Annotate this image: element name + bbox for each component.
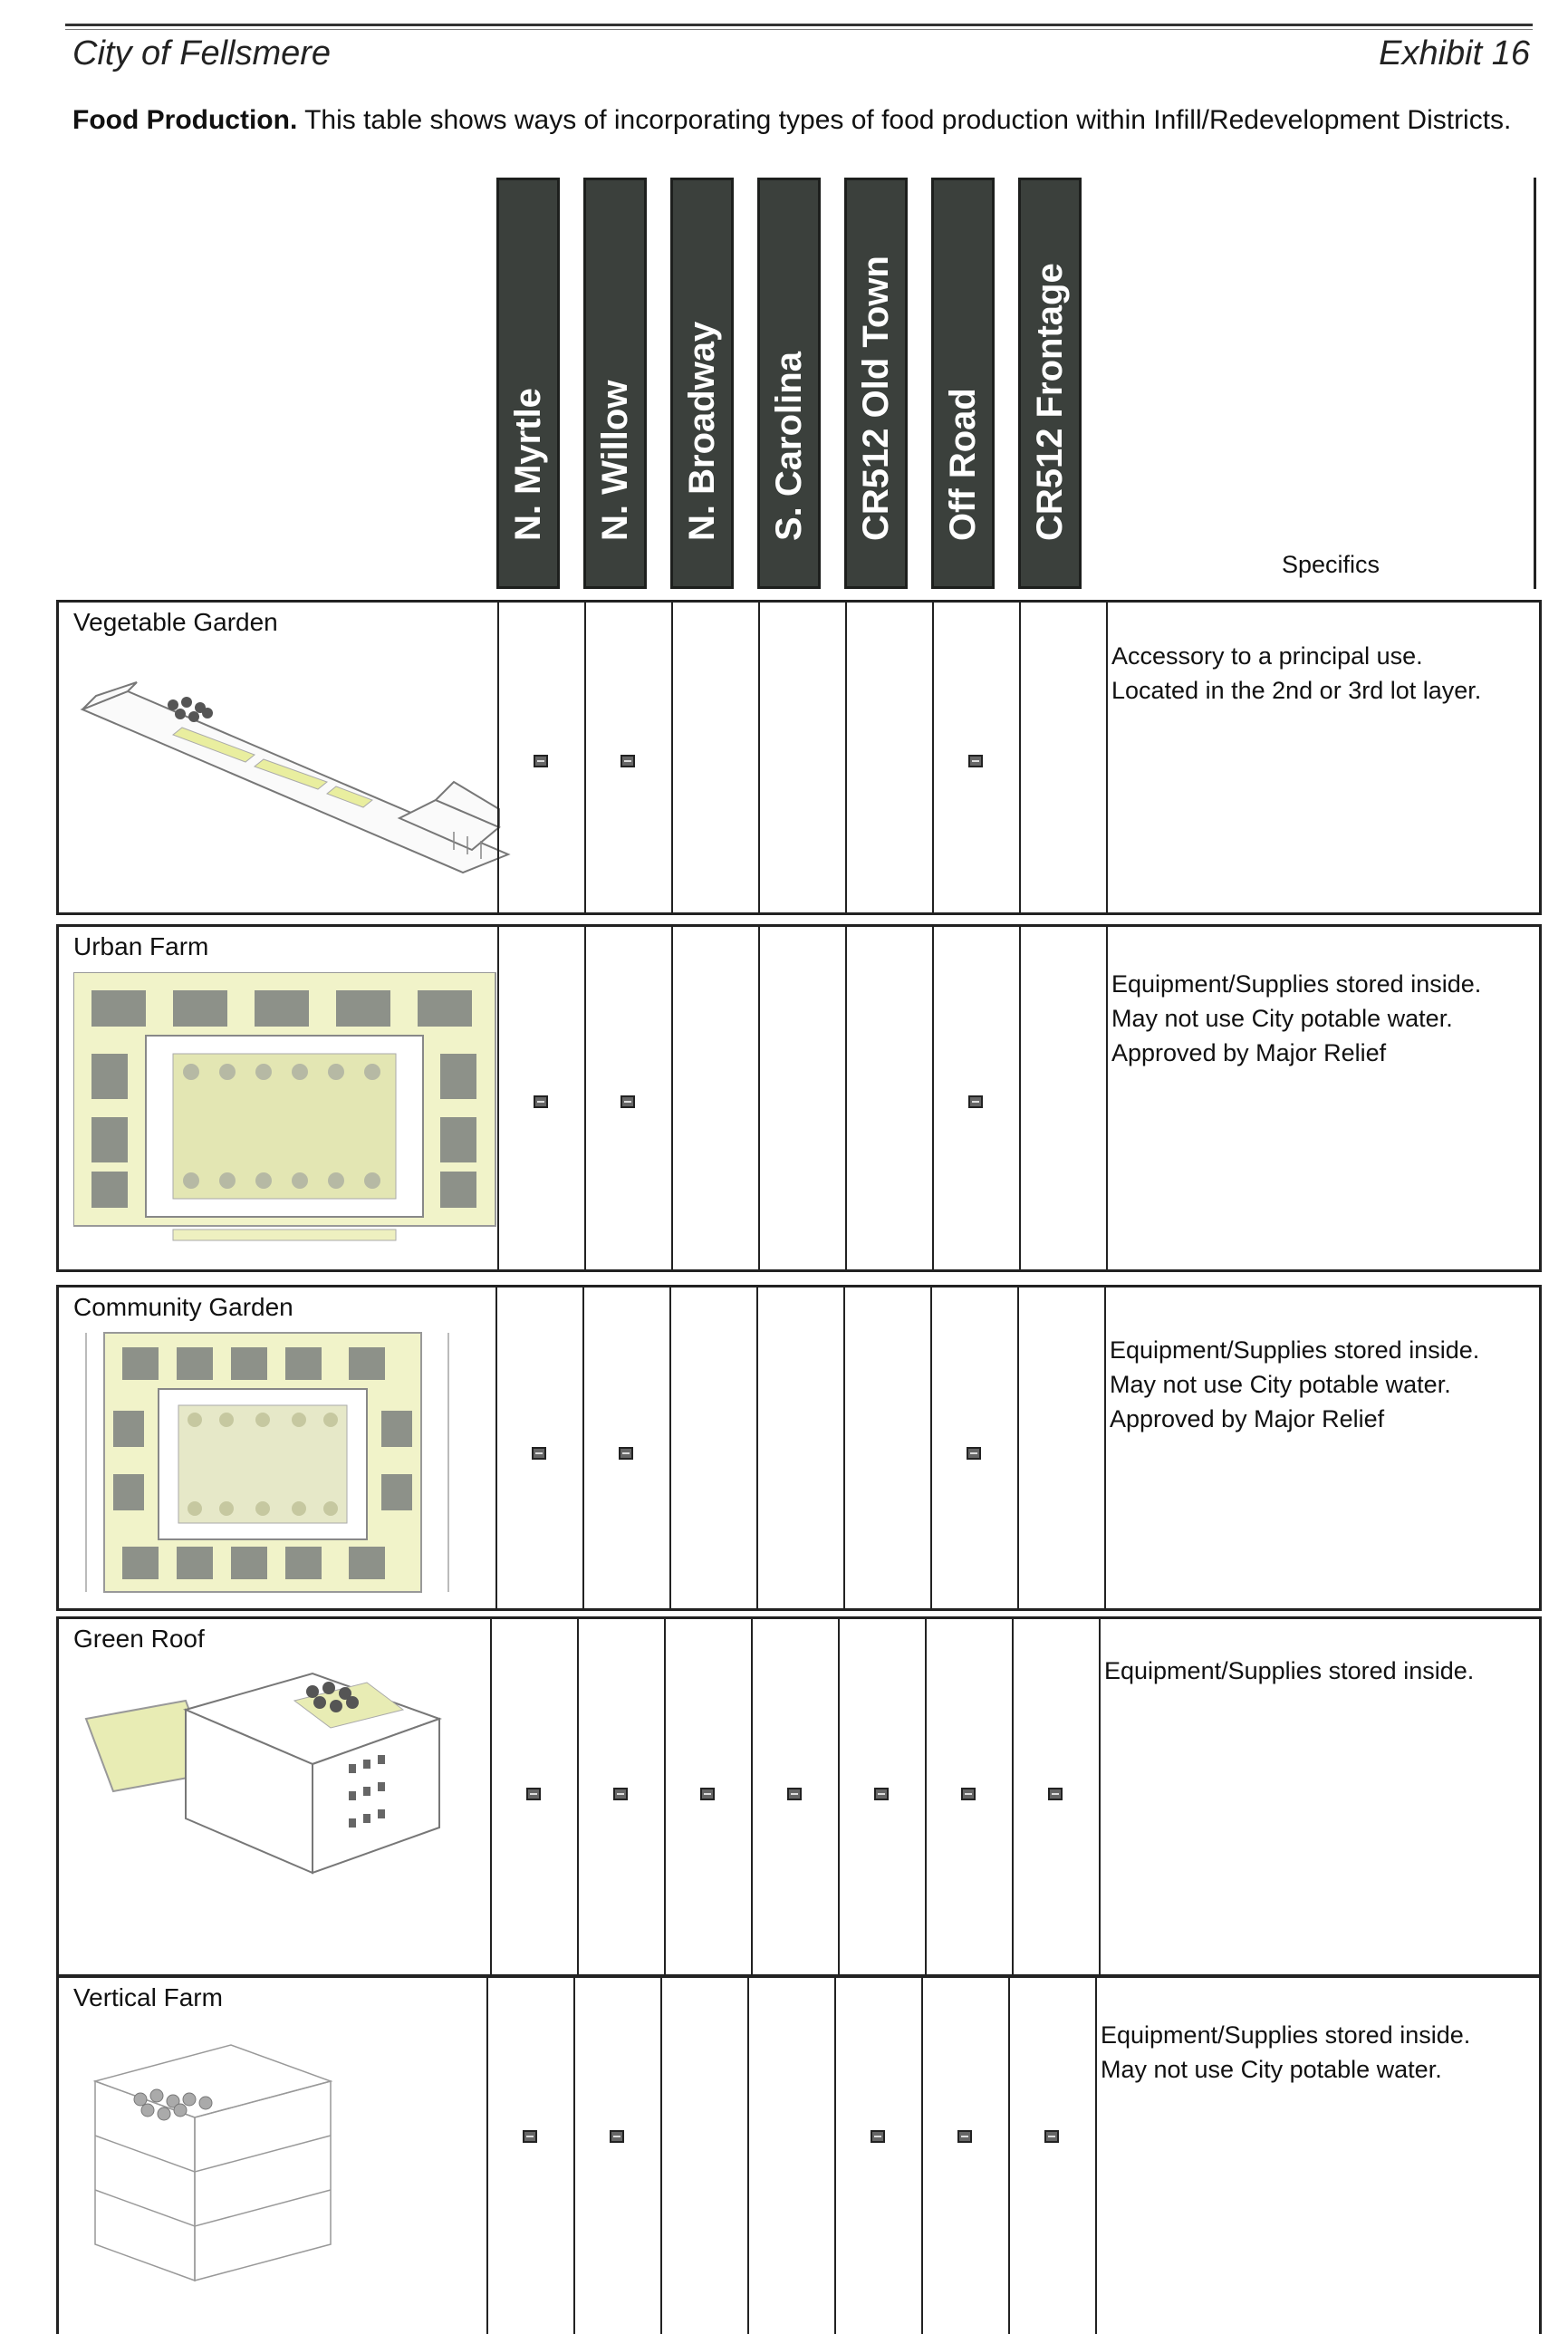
document-city: City of Fellsmere bbox=[72, 34, 332, 72]
row-label: Urban Farm bbox=[73, 932, 209, 960]
allowed-mark-cr512-frontage bbox=[1044, 2130, 1059, 2143]
allowed-mark-cr512-frontage bbox=[1048, 1788, 1063, 1800]
column-header-cr512-old-town bbox=[844, 178, 908, 589]
specifics-line: Located in the 2nd or 3rd lot layer. bbox=[1111, 677, 1482, 704]
row-label: Community Garden bbox=[73, 1293, 293, 1321]
column-header-label: CR512 Frontage bbox=[1030, 263, 1070, 541]
column-header-label: CR512 Old Town bbox=[856, 256, 896, 541]
column-divider bbox=[834, 1978, 836, 2334]
allowed-mark-off-road bbox=[968, 755, 983, 767]
column-divider bbox=[930, 1288, 932, 1608]
table-row-vegetable-garden bbox=[56, 600, 1542, 915]
column-divider bbox=[495, 1288, 497, 1608]
column-header-cr512-frontage bbox=[1018, 178, 1082, 589]
allowed-mark-n-myrtle bbox=[532, 1447, 546, 1460]
column-divider bbox=[932, 927, 934, 1269]
specifics-line: May not use City potable water. bbox=[1110, 1371, 1451, 1398]
specifics-line: Equipment/Supplies stored inside. bbox=[1110, 1336, 1480, 1364]
specifics-line: May not use City potable water. bbox=[1101, 2056, 1442, 2083]
header-right-border bbox=[1534, 178, 1536, 589]
column-header-label: S. Carolina bbox=[769, 352, 809, 541]
column-divider bbox=[838, 1619, 840, 1974]
column-divider bbox=[490, 1619, 492, 1974]
column-divider bbox=[497, 603, 499, 912]
column-divider bbox=[577, 1619, 579, 1974]
column-divider bbox=[1099, 1619, 1101, 1974]
column-divider bbox=[921, 1978, 923, 2334]
allowed-mark-n-myrtle bbox=[534, 755, 548, 767]
column-divider bbox=[1008, 1978, 1010, 2334]
column-header-n-myrtle bbox=[496, 178, 560, 589]
column-divider bbox=[1095, 1978, 1097, 2334]
column-divider bbox=[497, 927, 499, 1269]
column-divider bbox=[845, 927, 847, 1269]
allowed-mark-n-willow bbox=[619, 1447, 633, 1460]
row-specifics bbox=[1111, 639, 1481, 708]
column-divider bbox=[1104, 1288, 1106, 1608]
allowed-mark-off-road bbox=[968, 1095, 983, 1108]
urban-farm-site-plan bbox=[73, 972, 499, 1244]
allowed-mark-s-carolina bbox=[787, 1788, 802, 1800]
allowed-mark-n-willow bbox=[620, 1095, 635, 1108]
allowed-mark-n-myrtle bbox=[526, 1788, 541, 1800]
column-divider bbox=[660, 1978, 662, 2334]
column-header-label: N. Myrtle bbox=[508, 388, 548, 541]
community-garden-site-plan bbox=[77, 1329, 457, 1601]
allowed-mark-cr512-old-town bbox=[871, 2130, 885, 2143]
column-divider bbox=[1017, 1288, 1019, 1608]
column-divider bbox=[582, 1288, 584, 1608]
column-divider bbox=[671, 927, 673, 1269]
specifics-line: May not use City potable water. bbox=[1111, 1005, 1453, 1032]
allowed-mark-n-broadway bbox=[700, 1788, 715, 1800]
table-row-community-garden bbox=[56, 1285, 1542, 1611]
column-divider bbox=[845, 603, 847, 912]
document-exhibit-number: Exhibit 16 bbox=[1379, 34, 1530, 72]
column-divider bbox=[751, 1619, 753, 1974]
column-divider bbox=[584, 603, 586, 912]
column-header-n-willow bbox=[583, 178, 647, 589]
column-divider bbox=[747, 1978, 749, 2334]
table-row-vertical-farm bbox=[56, 1975, 1542, 2334]
specifics-column-header: Specifics bbox=[1282, 551, 1380, 578]
row-label: Vegetable Garden bbox=[73, 608, 278, 636]
column-header-off-road bbox=[931, 178, 995, 589]
table-row-urban-farm bbox=[56, 924, 1542, 1272]
green-roof-illustration bbox=[77, 1664, 476, 1936]
specifics-line: Equipment/Supplies stored inside. bbox=[1101, 2021, 1471, 2049]
column-divider bbox=[1106, 927, 1108, 1269]
specifics-line: Equipment/Supplies stored inside. bbox=[1104, 1657, 1475, 1684]
column-divider bbox=[664, 1619, 666, 1974]
column-divider bbox=[1019, 603, 1021, 912]
allowed-mark-off-road bbox=[957, 2130, 972, 2143]
vertical-farm-illustration bbox=[77, 2027, 349, 2299]
column-divider bbox=[671, 603, 673, 912]
column-divider bbox=[758, 603, 760, 912]
allowed-mark-off-road bbox=[967, 1447, 981, 1460]
specifics-line: Approved by Major Relief bbox=[1111, 1039, 1387, 1066]
column-divider bbox=[932, 603, 934, 912]
intro-text: This table shows ways of incorporating types of food production within Infill/Redevelopment Districts. bbox=[297, 105, 1512, 135]
allowed-mark-n-myrtle bbox=[534, 1095, 548, 1108]
allowed-mark-n-willow bbox=[620, 755, 635, 767]
specifics-line: Approved by Major Relief bbox=[1110, 1405, 1385, 1432]
specifics-line: Equipment/Supplies stored inside. bbox=[1111, 970, 1482, 998]
column-divider bbox=[758, 927, 760, 1269]
top-rule-thin bbox=[65, 29, 1533, 30]
allowed-mark-n-willow bbox=[613, 1788, 628, 1800]
top-rule bbox=[65, 24, 1533, 26]
column-header-label: Off Road bbox=[943, 388, 983, 541]
column-divider bbox=[756, 1288, 758, 1608]
intro-bold-lead: Food Production. bbox=[72, 105, 298, 135]
column-header-s-carolina bbox=[757, 178, 821, 589]
allowed-mark-cr512-old-town bbox=[874, 1788, 889, 1800]
row-specifics bbox=[1101, 2018, 1470, 2087]
intro-paragraph bbox=[72, 105, 1511, 136]
row-specifics bbox=[1110, 1333, 1479, 1436]
allowed-mark-n-myrtle bbox=[523, 2130, 537, 2143]
allowed-mark-off-road bbox=[961, 1788, 976, 1800]
column-divider bbox=[486, 1978, 488, 2334]
column-divider bbox=[1012, 1619, 1014, 1974]
column-divider bbox=[669, 1288, 671, 1608]
column-header-n-broadway bbox=[670, 178, 734, 589]
table-row-green-roof bbox=[56, 1616, 1542, 1977]
column-header-label: N. Willow bbox=[595, 380, 635, 541]
column-divider bbox=[584, 927, 586, 1269]
row-specifics bbox=[1104, 1654, 1474, 1688]
column-divider bbox=[843, 1288, 845, 1608]
column-header-label: N. Broadway bbox=[682, 321, 722, 541]
row-specifics bbox=[1111, 967, 1481, 1070]
allowed-mark-n-willow bbox=[610, 2130, 624, 2143]
column-divider bbox=[1019, 927, 1021, 1269]
specifics-line: Accessory to a principal use. bbox=[1111, 642, 1423, 670]
vegetable-garden-illustration bbox=[73, 646, 526, 909]
row-label: Vertical Farm bbox=[73, 1983, 223, 2011]
column-divider bbox=[573, 1978, 575, 2334]
column-divider bbox=[925, 1619, 927, 1974]
column-divider bbox=[1106, 603, 1108, 912]
row-label: Green Roof bbox=[73, 1625, 205, 1653]
